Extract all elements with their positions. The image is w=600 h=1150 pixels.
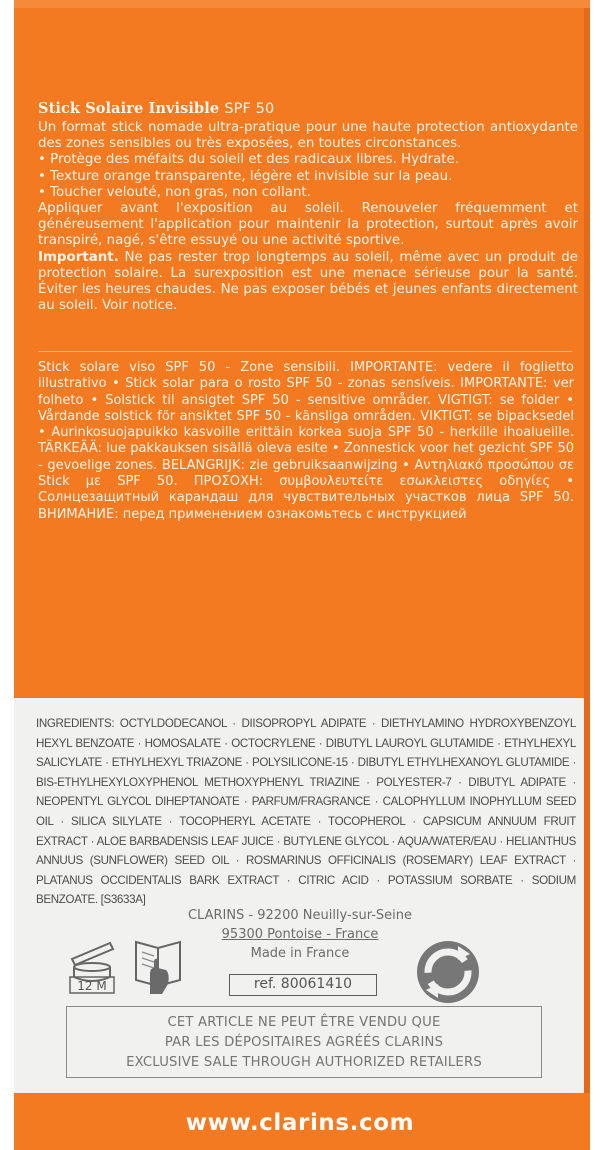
- pao-label: 12 M: [77, 979, 107, 993]
- retail-restriction-notice: [66, 1006, 542, 1078]
- recycle-icon: [414, 938, 482, 1006]
- multilingual-text: Stick solare viso SPF 50 - Zone sensibili. IMPORTANTE: vedere il foglietto illustrativo • Stick solar para o rosto SPF 50 - zonas sensíveis. IMPORTANTE: ver folheto • Solstick til ansigtet SPF 50 - sensitive områder. VIGTIGT: se folder • Vårdande solstick för ansiktet SPF 50 - känsliga områden. VIKTIGT: se bipacksedel • Aurinkosuojapuikko kasvoille erittäin korkea suoja SPF 50 - herkille ihoalueille. TÄRKEÄÄ: lue pakkauksen sisällä oleva esite • Zonnestick voor het gezicht SPF 50 - gevoelige zones. BELANGRIJK: zie gebruiksaanwijzing • Αντηλιακό προσώπου σε Stick με SPF 50. ΠΡΟΣΟΧΗ: συμβουλευτείτε εσωκλειστες οδηγίες • Солнцезащитный карандаш для чувствительных участков лица SPF 50. ВНИМАНИЕ: перед применением ознакомьтесь с инструкцией: [38, 360, 574, 522]
- legal-line: PAR LES DÉPOSITAIRES AGRÉÉS CLARINS: [164, 1035, 444, 1050]
- address-line: 95300 Pontoise - France: [221, 927, 379, 942]
- ingredients-list: INGREDIENTS: OCTYLDODECANOL · DIISOPROPYL ADIPATE · DIETHYLAMINO HYDROXYBENZOYL HEXYL BENZOATE · HOMOSALATE · OCTOCRYLENE · DIBUTYL LAUROYL GLUTAMIDE · ETHYLHEXYL SALICYLATE · ETHYLHEXYL TRIAZONE · POLYSILICONE-15 · DIBUTYL ETHYLHEXANOYL GLUTAMIDE · BIS-ETHYLHEXYLOXYPHENOL METHOXYPHENYL TRIAZINE · POLYESTER-7 · DIBUTYL ADIPATE · NEOPENTYL GLYCOL DIHEPTANOATE · PARFUM/FRAGRANCE · CALOPHYLLUM INOPHYLLUM SEED OIL · SILICA SILYLATE · TOCOPHERYL ACETATE · TOCOPHEROL · CAPSICUM ANNUUM FRUIT EXTRACT · ALOE BARBADENSIS LEAF JUICE · BUTYLENE GLYCOL · AQUA/WATER/EAU · HELIANTHUS ANNUUS (SUNFLOWER) SEED OIL · ROSMARINUS OFFICINALIS (ROSEMARY) LEAF EXTRACT · PLATANUS OCCIDENTALIS BARK EXTRACT · CITRIC ACID · POTASSIUM SORBATE · SODIUM BENZOATE. [S3633A]: [36, 717, 576, 907]
- french-bullet: • Protège des méfaits du soleil et des radicaux libres. Hydrate.: [38, 152, 460, 168]
- product-name: Stick Solaire Invisible: [38, 100, 220, 117]
- legal-line: EXCLUSIVE SALE THROUGH AUTHORIZED RETAILERS: [126, 1055, 482, 1070]
- reference-number: ref. 80061410: [229, 974, 377, 996]
- french-bullet: • Toucher velouté, non gras, non collant.: [38, 184, 311, 200]
- website-url: www.clarins.com: [185, 1110, 415, 1136]
- product-title: [38, 100, 274, 117]
- french-bullet: • Texture orange transparente, légère et invisible sur la peau.: [38, 168, 453, 184]
- french-description: [38, 120, 578, 314]
- french-intro: Un format stick nomade ultra-pratique pour une haute protection antioxydante des zones sensibles ou très exposées, en toutes circonstances.: [38, 120, 578, 152]
- box-top-flap: [14, 0, 590, 8]
- french-important: [38, 250, 578, 315]
- page-edge: [0, 0, 14, 1150]
- address-line: CLARINS - 92200 Neuilly-sur-Seine: [187, 908, 413, 923]
- important-label: Important.: [38, 249, 119, 265]
- open-jar-icon: [66, 937, 118, 995]
- manufacturer-address: [150, 906, 450, 963]
- read-leaflet-icon: [132, 934, 184, 996]
- section-divider: [38, 351, 572, 352]
- made-in-label: Made in France: [250, 946, 350, 961]
- product-spf: SPF 50: [224, 101, 275, 117]
- important-text: Ne pas rester trop longtemps au soleil, même avec un produit de protection solaire. La surexposition est une menace sérieuse pour la santé. Éviter les heures chaudes. Ne pas exposer bébés et jeunes enfants directement au soleil. Voir notice.: [38, 249, 578, 314]
- french-usage: Appliquer avant l'exposition au soleil. Renouveler fréquemment et généreusement l'application pour maintenir la protection, surtout après avoir transpiré, nagé, s'être essuyé ou une activité sportive.: [38, 201, 578, 249]
- legal-line: CET ARTICLE NE PEUT ÊTRE VENDU QUE: [167, 1015, 441, 1030]
